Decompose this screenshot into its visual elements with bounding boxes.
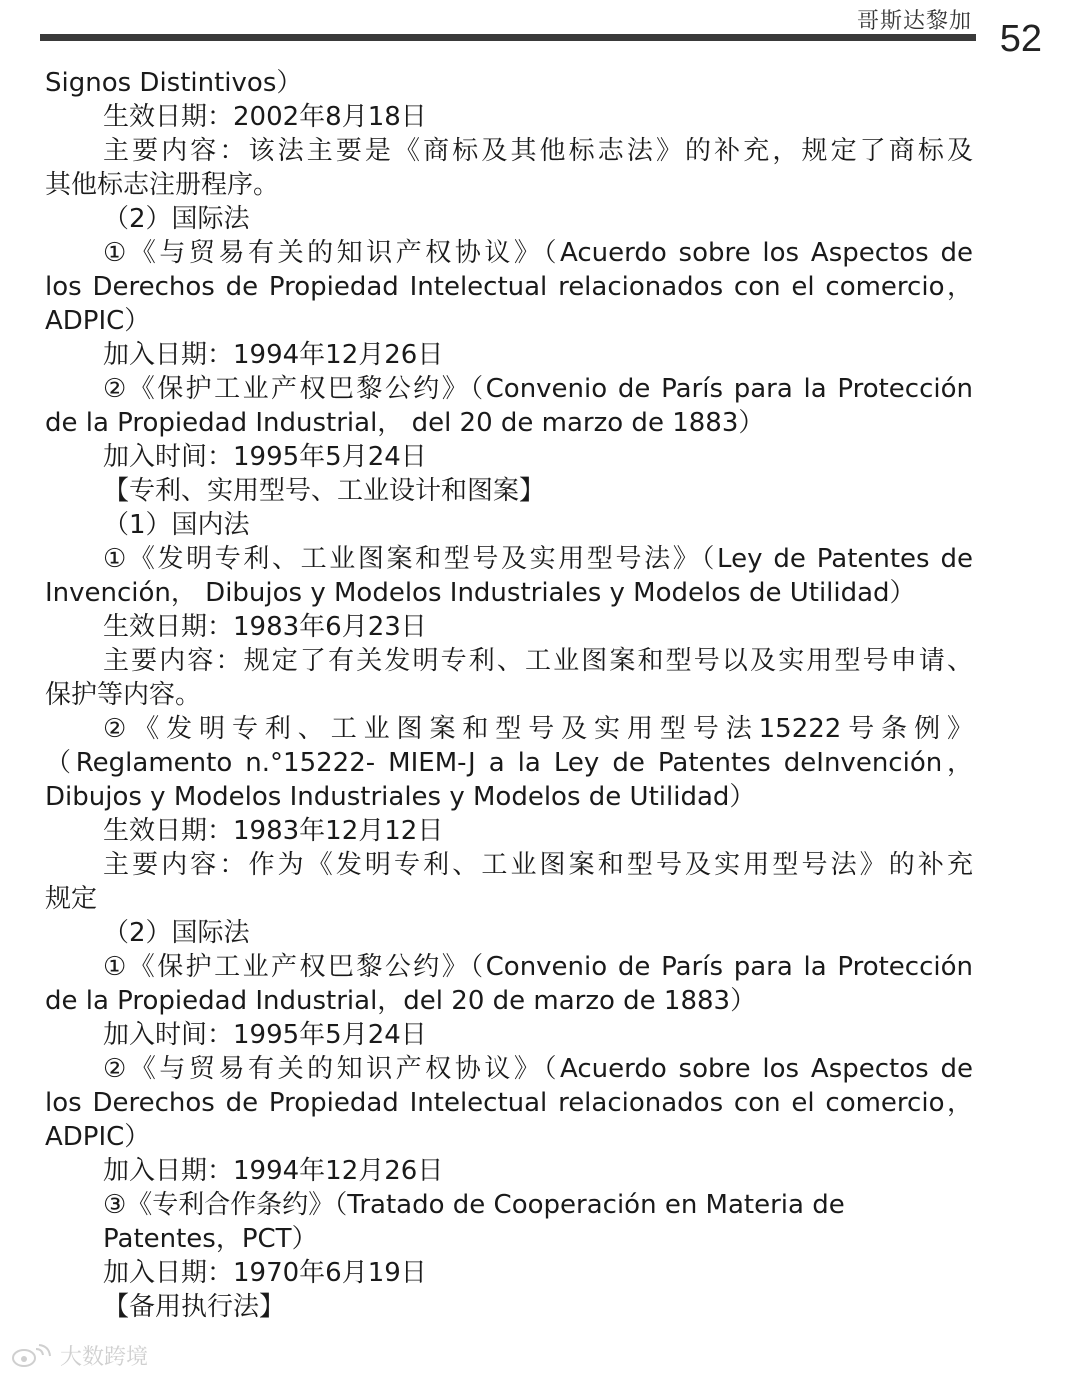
text-line: 加入时间：1995年5月24日 [103, 1020, 427, 1050]
text-line: los Derechos de Propiedad Intelectual relacionados con el comercio， [45, 272, 973, 302]
text-line: 主要内容：作为《发明专利、工业图案和型号及实用型号法》的补充 [103, 850, 973, 880]
text-line: ②《发明专利、工业图案和型号及实用型号法15222号条例》 [103, 714, 973, 744]
text-line: 生效日期：1983年12月12日 [103, 816, 444, 846]
text-line: Patentes，PCT） [103, 1224, 318, 1254]
text-line: Dibujos y Modelos Industriales y Modelos de Utilidad） [45, 782, 756, 812]
text-line: 主要内容：规定了有关发明专利、工业图案和型号以及实用型号申请、 [103, 646, 973, 676]
text-line: ①《发明专利、工业图案和型号及实用型号法》（Ley de Patentes de [103, 544, 973, 574]
text-line: 生效日期：2002年8月18日 [103, 102, 427, 132]
text-line: 加入日期：1970年6月19日 [103, 1258, 427, 1288]
text-line: Invención， Dibujos y Modelos Industriales y Modelos de Utilidad） [45, 578, 916, 608]
text-line: de la Propiedad Industrial， del 20 de marzo de 1883） [45, 408, 765, 438]
text-line: ADPIC） [45, 1122, 151, 1152]
watermark-text: 大数跨境 [60, 1345, 149, 1370]
watermark [10, 1340, 148, 1371]
text-line: ③《专利合作条约》（Tratado de Cooperación en Materia de [103, 1190, 845, 1220]
page-header [0, 0, 1080, 70]
text-line: ①《保护工业产权巴黎公约》（Convenio de París para la Protección [103, 952, 973, 982]
text-line: de la Propiedad Industrial，del 20 de marzo de 1883） [45, 986, 757, 1016]
text-line: 主要内容：该法主要是《商标及其他标志法》的补充，规定了商标及 [103, 136, 973, 166]
text-line: los Derechos de Propiedad Intelectual relacionados con el comercio， [45, 1088, 973, 1118]
weibo-logo-icon [10, 1343, 54, 1369]
text-line: 生效日期：1983年6月23日 [103, 612, 427, 642]
text-line: （2）国际法 [103, 918, 250, 948]
text-line: 规定 [45, 884, 98, 914]
text-line: ①《与贸易有关的知识产权协议》（Acuerdo sobre los Aspectos de [103, 238, 973, 268]
text-line: ADPIC） [45, 306, 151, 336]
text-line: 保护等内容。 [45, 680, 202, 710]
text-line: 其他标志注册程序。 [45, 170, 280, 200]
text-line: ②《保护工业产权巴黎公约》（Convenio de París para la Protección [103, 374, 973, 404]
document-body [45, 66, 973, 1324]
text-line: 【备用执行法】 [103, 1292, 286, 1322]
text-line: （2）国际法 [103, 204, 250, 234]
page-number: 52 [999, 18, 1042, 60]
header-rule [40, 34, 976, 41]
text-line: （1）国内法 [103, 510, 250, 540]
text-line: 加入日期：1994年12月26日 [103, 1156, 444, 1186]
running-title: 哥斯达黎加 [856, 9, 972, 34]
text-line: 加入日期：1994年12月26日 [103, 340, 444, 370]
text-line: ②《与贸易有关的知识产权协议》（Acuerdo sobre los Aspectos de [103, 1054, 973, 1084]
text-line: （Reglamento n.°15222- MIEM-J a la Ley de Patentes deInvención， [45, 748, 973, 778]
text-line: Signos Distintivos） [45, 68, 303, 98]
text-line: 加入时间：1995年5月24日 [103, 442, 427, 472]
text-line: 【专利、实用型号、工业设计和图案】 [103, 476, 546, 506]
